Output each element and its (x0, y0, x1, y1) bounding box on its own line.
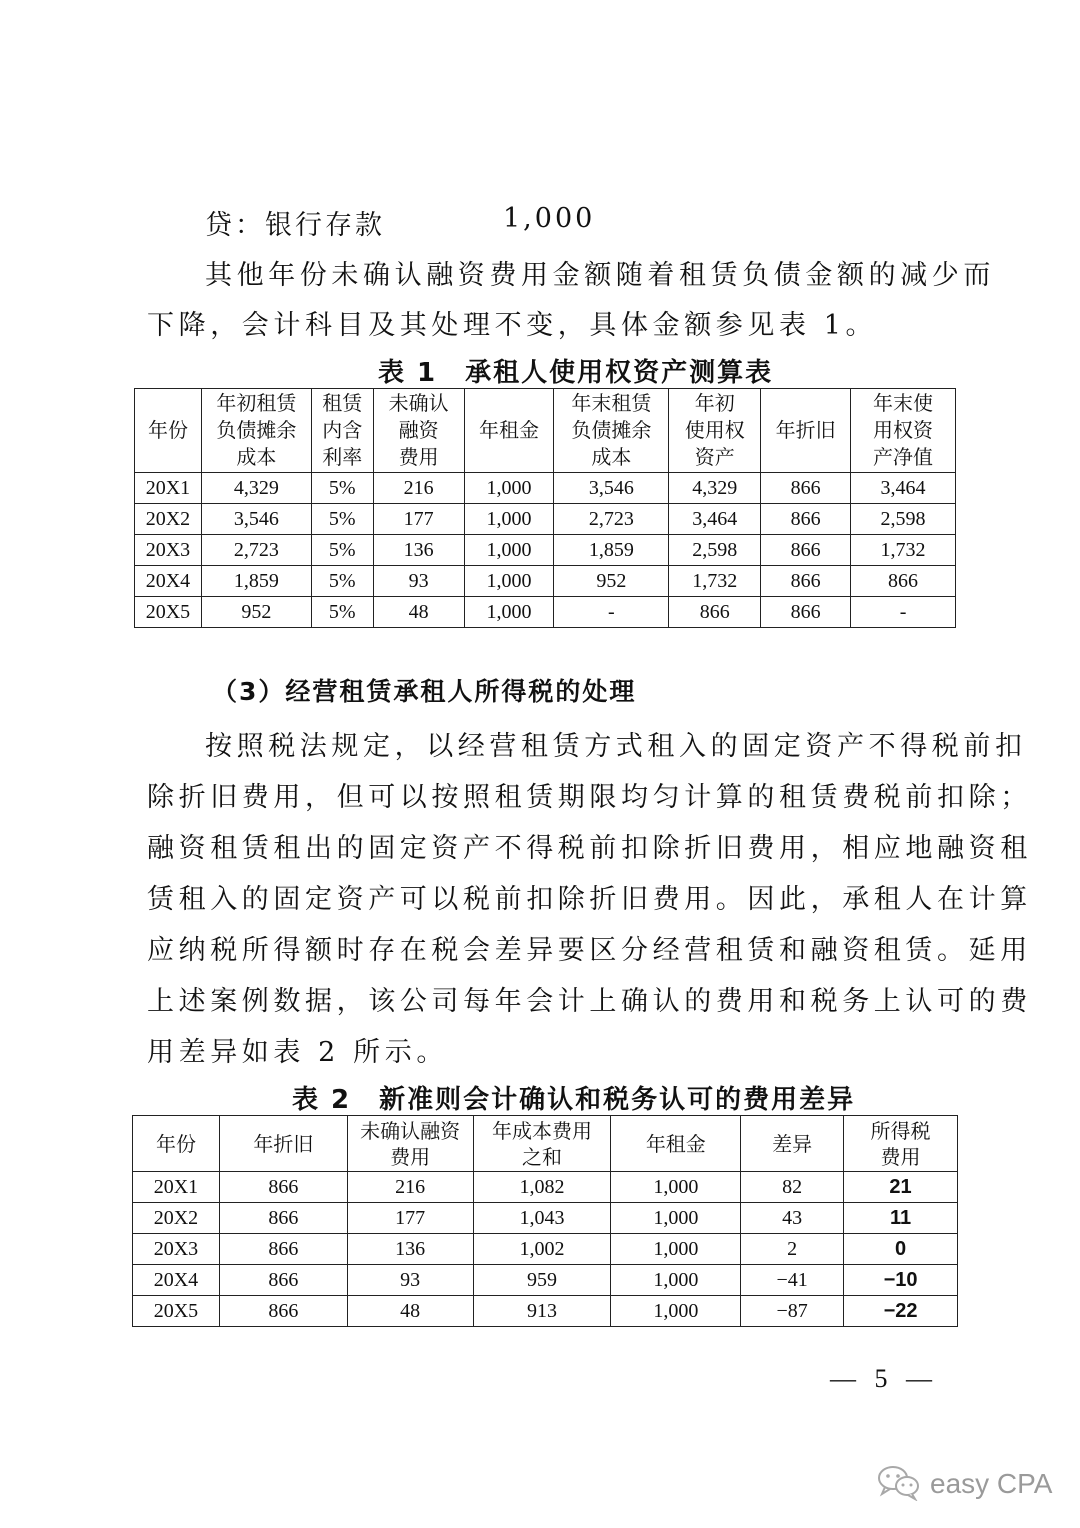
table-cell: 866 (219, 1265, 347, 1296)
table-cell: 4,329 (201, 473, 311, 504)
table-cell: 2 (741, 1234, 844, 1265)
table-cell: 952 (201, 597, 311, 628)
table1-header-text: 内含 (322, 418, 363, 442)
table-cell: 216 (347, 1172, 473, 1203)
section-heading: （3）经营租赁承租人所得税的处理 (212, 677, 637, 706)
table1-header-row (135, 389, 956, 473)
table-cell: 3,464 (851, 473, 956, 504)
table1-header-text: 使用权 (684, 418, 745, 442)
table-row (133, 1203, 958, 1234)
table-cell: 2,723 (201, 535, 311, 566)
table1-header-text: 资产 (694, 445, 735, 469)
table-row (135, 566, 956, 597)
table-cell: 1,732 (851, 535, 956, 566)
table1-header-text: 利率 (322, 445, 363, 469)
table-cell: 1,859 (201, 566, 311, 597)
table-cell: 20X5 (135, 597, 202, 628)
table-cell: 5% (311, 535, 373, 566)
table-cell: 913 (473, 1296, 611, 1327)
table1-header-text: 年初租赁 (216, 391, 297, 415)
table-cell: 1,002 (473, 1234, 611, 1265)
table1-header-text: 融资 (398, 418, 439, 442)
table2-header-text: 年折旧 (253, 1131, 314, 1156)
table-cell: 1,000 (464, 504, 554, 535)
table-cell: 2,598 (851, 504, 956, 535)
watermark (876, 1463, 1052, 1505)
table2-header-text: 差异 (772, 1131, 813, 1156)
table1-header-cell (851, 389, 956, 473)
credit-amount: 1,000 (503, 203, 596, 234)
table2 (132, 1115, 958, 1327)
table-cell: −10 (844, 1265, 958, 1296)
table-cell: 5% (311, 597, 373, 628)
table-cell: −87 (741, 1296, 844, 1327)
table-cell: 1,000 (611, 1296, 741, 1327)
table1-header-text: 用权资 (873, 418, 934, 442)
table1-header-text: 年初 (694, 391, 735, 415)
table-cell: 1,859 (554, 535, 669, 566)
table-cell: 93 (347, 1265, 473, 1296)
table2-header-row (133, 1116, 958, 1172)
table-cell: 866 (761, 504, 851, 535)
table-row (135, 535, 956, 566)
table-cell: −41 (741, 1265, 844, 1296)
table-cell: 20X5 (133, 1296, 220, 1327)
page-number: — 5 — (830, 1364, 938, 1393)
table-cell: 48 (347, 1296, 473, 1327)
table-cell: 20X2 (135, 504, 202, 535)
table-row (133, 1172, 958, 1203)
table1-header-cell (201, 389, 311, 473)
table1-caption: 表 1 承租人使用权资产测算表 (378, 358, 774, 388)
table-cell: 2,723 (554, 504, 669, 535)
table-cell: 5% (311, 566, 373, 597)
table-cell: 1,082 (473, 1172, 611, 1203)
table-cell: 1,000 (611, 1203, 741, 1234)
table-cell: 959 (473, 1265, 611, 1296)
table-row (133, 1234, 958, 1265)
table-cell: 1,732 (669, 566, 761, 597)
table2-header-text: 年租金 (645, 1131, 706, 1156)
table2-header-cell (741, 1116, 844, 1172)
table-cell: 136 (373, 535, 464, 566)
paragraph-line: 下降，会计科目及其处理不变，具体金额参见表 1。 (147, 310, 878, 341)
table1-header-text: 负债摊余 (216, 418, 297, 442)
paragraph-line: 按照税法规定，以经营租赁方式租入的固定资产不得税前扣 (205, 731, 1027, 762)
wechat-icon (876, 1463, 922, 1505)
table-cell: 866 (219, 1172, 347, 1203)
table-cell: 4,329 (669, 473, 761, 504)
table1-header-cell (373, 389, 464, 473)
table2-header-cell (347, 1116, 473, 1172)
table-cell: 866 (761, 473, 851, 504)
table-cell: 20X3 (135, 535, 202, 566)
table-cell: 866 (761, 566, 851, 597)
table1-header-cell (554, 389, 669, 473)
table1-header-text: 成本 (236, 445, 277, 469)
table-cell: 5% (311, 473, 373, 504)
table-cell: 3,546 (554, 473, 669, 504)
table-cell: 216 (373, 473, 464, 504)
paragraph-line: 上述案例数据，该公司每年会计上确认的费用和税务上认可的费 (147, 986, 1032, 1017)
table2-header-cell (844, 1116, 958, 1172)
table1-header-text: 成本 (591, 445, 632, 469)
table-cell: 3,464 (669, 504, 761, 535)
table-cell: - (554, 597, 669, 628)
paragraph-line: 除折旧费用，但可以按照租赁期限均匀计算的租赁费税前扣除； (147, 782, 1032, 813)
table2-header-cell (473, 1116, 611, 1172)
table-cell: 0 (844, 1234, 958, 1265)
table-cell: 20X1 (133, 1172, 220, 1203)
table2-header-text: 年份 (155, 1131, 196, 1156)
table-row (133, 1296, 958, 1327)
table-row (133, 1265, 958, 1296)
table2-header-text: 未确认融资 (360, 1118, 461, 1143)
table-cell: 866 (761, 535, 851, 566)
table-cell: 5% (311, 504, 373, 535)
table2-header-text: 费用 (880, 1144, 921, 1169)
table-cell: 20X2 (133, 1203, 220, 1234)
table-cell: 43 (741, 1203, 844, 1234)
table1 (134, 388, 956, 628)
table-cell: 3,546 (201, 504, 311, 535)
paragraph-line: 赁租入的固定资产可以税前扣除折旧费用。因此，承租人在计算 (147, 884, 1032, 915)
table2-header-text: 所得税 (870, 1118, 931, 1143)
table-cell: 1,000 (464, 535, 554, 566)
table-cell: 1,043 (473, 1203, 611, 1234)
table2-header-text: 年成本费用 (491, 1118, 592, 1143)
table1-header-text: 租赁 (322, 391, 363, 415)
table-cell: 1,000 (611, 1265, 741, 1296)
table1-header-cell (669, 389, 761, 473)
table-row (135, 473, 956, 504)
table1-header-cell (135, 389, 202, 473)
table-cell: 48 (373, 597, 464, 628)
table1-header-text: 费用 (398, 445, 439, 469)
table1-header-text: 产净值 (873, 445, 934, 469)
table1-body (135, 473, 956, 628)
table2-header-text: 之和 (521, 1144, 562, 1169)
paragraph-line: 应纳税所得额时存在税会差异要区分经营租赁和融资租赁。延用 (147, 935, 1032, 966)
table-cell: 20X4 (135, 566, 202, 597)
table-cell: 866 (219, 1203, 347, 1234)
table-cell: 93 (373, 566, 464, 597)
table1-header-cell (464, 389, 554, 473)
table1-header-text: 年份 (147, 418, 188, 442)
table1-header-text: 年末使 (873, 391, 934, 415)
table-row (135, 504, 956, 535)
table1-header-cell (761, 389, 851, 473)
table-cell: 1,000 (464, 473, 554, 504)
table-cell: 1,000 (464, 566, 554, 597)
table2-header-text: 费用 (390, 1144, 431, 1169)
table-cell: - (851, 597, 956, 628)
table2-header-cell (219, 1116, 347, 1172)
journal-credit-line (205, 203, 596, 242)
table-cell: 20X1 (135, 473, 202, 504)
table-cell: 1,000 (464, 597, 554, 628)
table-cell: 82 (741, 1172, 844, 1203)
watermark-text: easy CPA (930, 1468, 1053, 1499)
table-cell: 177 (373, 504, 464, 535)
table1-header-text: 负债摊余 (571, 418, 652, 442)
table1-header-text: 年末租赁 (571, 391, 652, 415)
table-cell: 20X3 (133, 1234, 220, 1265)
table-cell: 866 (851, 566, 956, 597)
table1-header-text: 未确认 (388, 391, 449, 415)
table-cell: 2,598 (669, 535, 761, 566)
table-cell: 866 (669, 597, 761, 628)
table-cell: 866 (761, 597, 851, 628)
table-cell: 1,000 (611, 1172, 741, 1203)
table-cell: 177 (347, 1203, 473, 1234)
table-cell: 20X4 (133, 1265, 220, 1296)
paragraph-line: 其他年份未确认融资费用金额随着租赁负债金额的减少而 (205, 260, 995, 291)
credit-label: 贷：银行存款 (205, 210, 385, 241)
table1-header-text: 年租金 (479, 418, 540, 442)
table2-body (133, 1172, 958, 1327)
table-row (135, 597, 956, 628)
table1-header-cell (311, 389, 373, 473)
table-cell: 21 (844, 1172, 958, 1203)
table1-header-text: 年折旧 (775, 418, 836, 442)
table-cell: 866 (219, 1234, 347, 1265)
table2-header-cell (133, 1116, 220, 1172)
table-cell: 1,000 (611, 1234, 741, 1265)
paragraph-line: 融资租赁租出的固定资产不得税前扣除折旧费用，相应地融资租 (147, 833, 1032, 864)
table2-header-cell (611, 1116, 741, 1172)
table-cell: 952 (554, 566, 669, 597)
paragraph-line: 用差异如表 2 所示。 (147, 1037, 448, 1068)
table2-caption: 表 2 新准则会计确认和税务认可的费用差异 (292, 1085, 856, 1115)
table-cell: 866 (219, 1296, 347, 1327)
table-cell: −22 (844, 1296, 958, 1327)
table-cell: 136 (347, 1234, 473, 1265)
table-cell: 11 (844, 1203, 958, 1234)
